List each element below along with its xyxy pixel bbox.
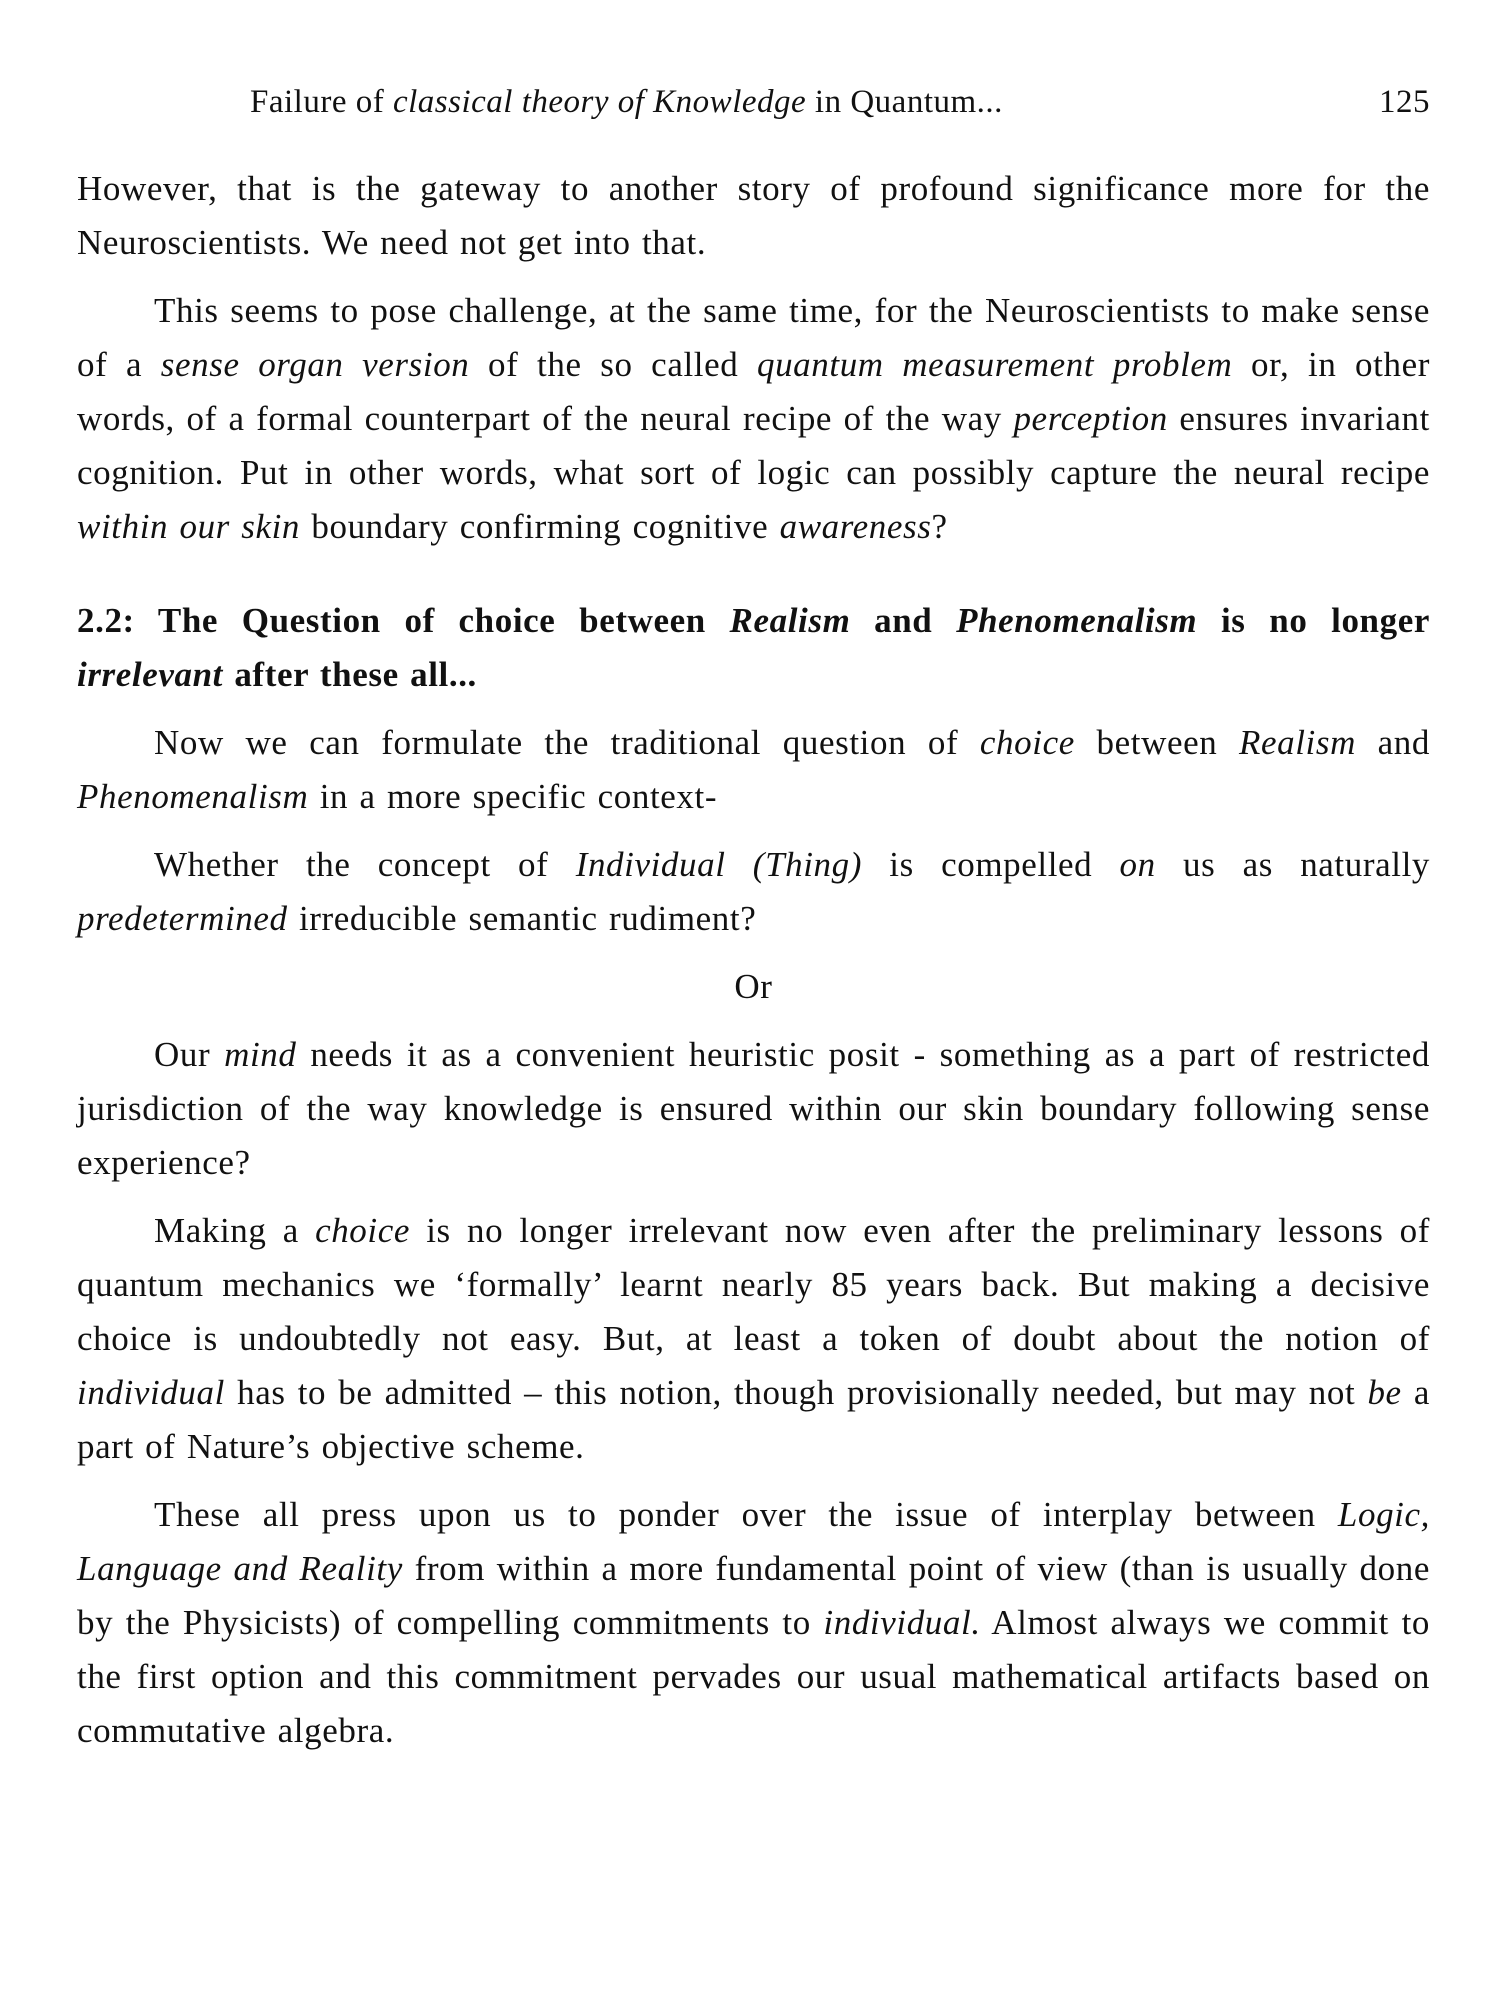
section-heading [77,594,1430,702]
text-run: a part of Nature’s objective scheme. [77,1373,1430,1466]
text-run: Making a [154,1211,316,1250]
body-text [77,162,1430,1772]
text-run: us as naturally [1155,845,1430,884]
text-run: This seems to pose challenge, at the same time, for the Neuroscientists to make sense of a [77,291,1430,384]
running-head-text-3: in Quantum... [806,84,1003,120]
italic-run: on [1119,845,1156,884]
italic-run: Logic, Language and Reality [77,1495,1430,1588]
italic-run: mind [224,1035,297,1074]
paragraph-1: However, that is the gateway to another story of profound significance more for the Neuroscientists. We need not get into that. [77,169,1430,262]
italic-run: Realism [729,601,851,640]
paragraph-7 [77,1488,1430,1758]
italic-run: within our skin [77,507,301,546]
paragraph-3 [77,716,1430,824]
italic-run: awareness [779,507,932,546]
text-run: ensures invariant cognition. Put in other words, what sort of logic can possibly capture the neural recipe [77,399,1430,492]
paragraph-2 [77,284,1430,554]
or-separator: Or [734,967,773,1006]
running-head-text-1: Failure of [250,84,393,120]
text-run: Our [154,1035,225,1074]
text-run: is no longer [1197,601,1430,640]
text-run: and [850,601,957,640]
text-run: These all press upon us to ponder over the issue of interplay between [154,1495,1338,1534]
text-run: or, in other words, of a formal counterpart of the neural recipe of the way [77,345,1430,438]
running-head-title [250,84,1003,121]
text-run: of the so called [469,345,757,384]
running-head-text-2: classical theory of Knowledge [392,84,807,120]
text-run: Almost always we commit to the first option and this commitment pervades our usual mathematical artifacts based on commutative algebra. [77,1603,1430,1750]
italic-run: Phenomenalism [956,601,1198,640]
paragraph-4 [77,838,1430,946]
text-run: ? [931,507,948,546]
italic-run: be [1367,1373,1402,1412]
italic-run: Individual (Thing) [575,845,863,884]
paragraph-6 [77,1204,1430,1474]
text-run: after these all... [222,655,477,694]
italic-run: perception [1013,399,1168,438]
text-run: and [1355,723,1430,762]
italic-run: sense organ version [160,345,470,384]
page-number: 125 [1379,84,1430,120]
italic-run: Realism [1239,723,1356,762]
text-run: needs it as a convenient heuristic posit - something as a part of restricted jurisdiction of the way knowledge is ensured within our skin boundary following sense experience? [77,1035,1430,1182]
text-run: is no longer irrelevant now even after the preliminary lessons of quantum mechanics we ‘formally’ learnt nearly 85 years back. But making a decisive choice is undoubtedly not easy. But, at least a token of doubt about the notion of [77,1211,1430,1358]
italic-run: irrelevant [77,655,223,694]
text-run: is compelled [862,845,1120,884]
italic-run: individual. [823,1603,981,1642]
running-head [250,84,1430,134]
text-run: Whether the concept of [154,845,576,884]
paragraph-5 [77,1028,1430,1190]
text-run: irreducible semantic rudiment? [287,899,757,938]
italic-run: quantum measurement problem [756,345,1233,384]
text-run: between [1074,723,1240,762]
text-run: 2.2: The Question of choice between [77,601,730,640]
italic-run: Phenomenalism [77,777,309,816]
text-run: from within a more fundamental point of view (than is usually done by the Physicists) of compelling commitments to [77,1549,1430,1642]
italic-run: individual [77,1373,225,1412]
text-run: has to be admitted – this notion, though provisionally needed, but may not [224,1373,1368,1412]
text-run: Now we can formulate the traditional question of [154,723,980,762]
italic-run: choice [979,723,1075,762]
italic-run: predetermined [77,899,288,938]
text-run: boundary confirming cognitive [300,507,780,546]
text-run: in a more specific context- [308,777,718,816]
italic-run: choice [315,1211,410,1250]
